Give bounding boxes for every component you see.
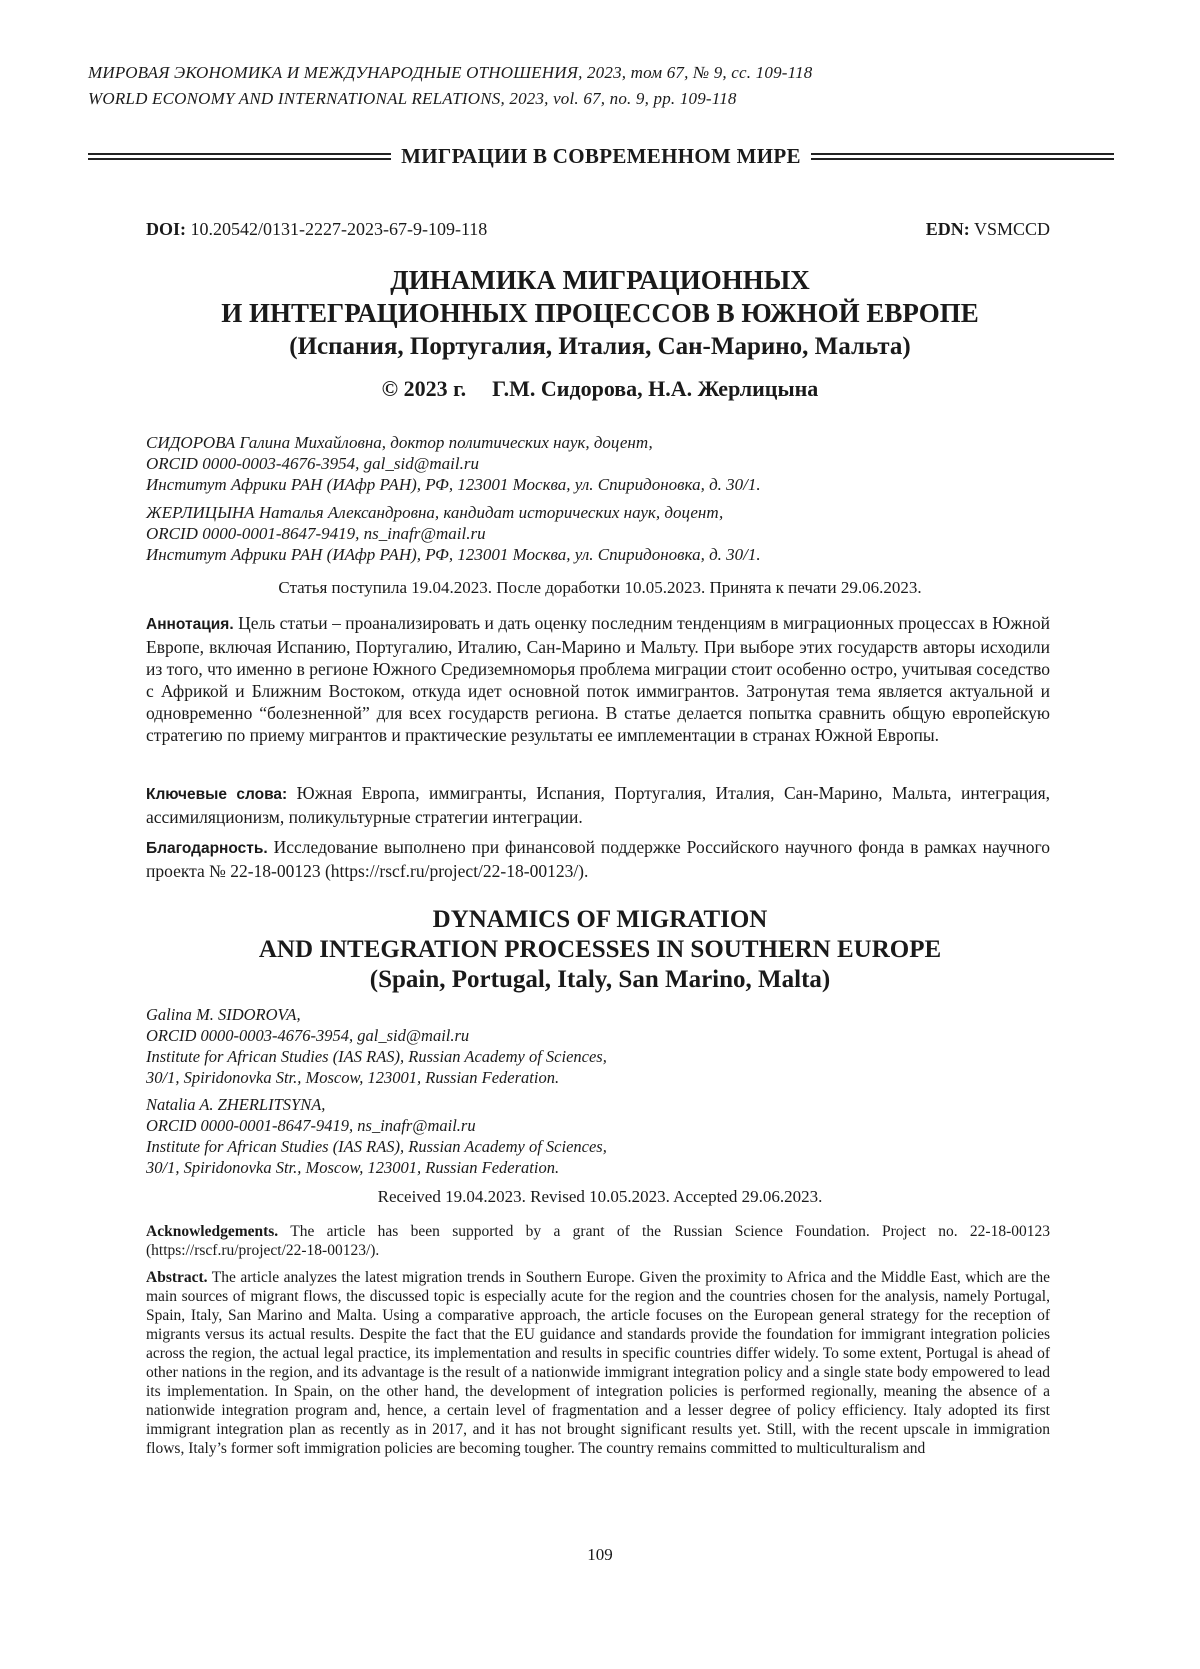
orcid-email[interactable]: ORCID 0000-0003-4676-3954, gal_sid@mail.ru — [146, 454, 479, 473]
section-title: МИГРАЦИИ В СОВРЕМЕННОМ МИРЕ — [401, 143, 801, 168]
acknowledgements-en: Acknowledgements. The article has been supported by a grant of the Russian Science Foundation. Project no. 22-18-00123 (https://rscf.ru/project/22-18-00123/). — [146, 1223, 1050, 1259]
keywords-ru: Ключевые слова: Южная Европа, иммигранты, Испания, Португалия, Италия, Сан-Марино, Мальта, интеграция, ассимиляционизм, поликультурные стратегии интеграции. — [146, 783, 1050, 827]
doi: DOI: 10.20542/0131-2227-2023-67-9-109-118 — [146, 219, 488, 239]
affiliation-ru-1: СИДОРОВА Галина Михайловна, доктор политических наук, доцент, ORCID 0000-0003-4676-3954, gal_sid@mail.ru Институт Африки РАН (ИАфр РАН), РФ, 123001 Москва, ул. Спиридоновка, д. 30/1. — [146, 432, 1066, 495]
copyright-year: © 2023 г. — [381, 376, 467, 401]
grant-link: Исследование выполнено при финансовой поддержке Российского научного фонда в рамках научного проекта № 22-18-00123 (https://rscf.ru/project/22-18-00123/). — [146, 837, 1050, 881]
edn: EDN: VSMCCD — [925, 219, 1050, 239]
journal-citation-en: WORLD ECONOMY AND INTERNATIONAL RELATIONS, 2023, vol. 67, no. 9, pp. 109-118 — [88, 89, 737, 108]
section-rule-right — [811, 153, 1114, 160]
journal-header — [88, 60, 1118, 112]
section-heading — [88, 139, 1114, 173]
affiliation-en-2: Natalia A. ZHERLITSYNA, ORCID 0000-0001-8647-9419, ns_inafr@mail.ru Institute for African Studies (IAS RAS), Russian Academy of Sciences, 30/1, Spiridonovka Str., Moscow, 123001, Russian Federation. — [146, 1094, 1066, 1178]
orcid-email[interactable]: ORCID 0000-0001-8647-9419, ns_inafr@mail.ru — [146, 1116, 476, 1135]
acknowledgement-ru: Благодарность. Исследование выполнено при финансовой поддержке Российского научного фонда в рамках научного проекта № 22-18-00123 (https://rscf.ru/project/22-18-00123/). — [146, 837, 1050, 881]
article-title-ru: ДИНАМИКА МИГРАЦИОННЫХ И ИНТЕГРАЦИОННЫХ ПРОЦЕССОВ В ЮЖНОЙ ЕВРОПЕ (Испания, Португалия, Италия, Сан-Марино, Мальта) — [221, 265, 979, 360]
affiliation-ru-2: ЖЕРЛИЦЫНА Наталья Александровна, кандидат исторических наук, доцент, ORCID 0000-0001-8647-9419, ns_inafr@mail.ru Институт Африки РАН (ИАфр РАН), РФ, 123001 Москва, ул. Спиридоновка, д. 30/1. — [146, 502, 1066, 565]
identifiers — [146, 219, 1050, 240]
affiliation-en-1: Galina M. SIDOROVA, ORCID 0000-0003-4676-3954, gal_sid@mail.ru Institute for African Studies (IAS RAS), Russian Academy of Sciences, 30/1, Spiridonovka Str., Moscow, 123001, Russian Federation. — [146, 1004, 1066, 1088]
edn-value: VSMCCD — [973, 219, 1050, 239]
dates-en: Received 19.04.2023. Revised 10.05.2023. Accepted 29.06.2023. — [377, 1187, 823, 1206]
author-names: Г.М. Сидорова, Н.А. Жерлицына — [492, 376, 819, 401]
abstract-ru: Аннотация. Цель статьи – проанализировать и дать оценку последним тенденциям в миграционных процессах в Южной Европе, включая Испанию, Португалию, Италию, Сан-Марино и Мальту. При выборе этих государств авторы исходили из того, что именно в регионе Южного Средиземноморья проблема миграции стоит особенно остро, учитывая соседство с Африкой и Ближним Востоком, откуда идет основной поток иммигрантов. Затронутая тема является актуальной и одновременно “болезненной” для всех государств региона. В статье делается попытка сравнить общую европейскую стратегию по приему мигрантов и практические результаты ее имплементации в странах Южной Европы. — [146, 613, 1050, 745]
orcid-email[interactable]: ORCID 0000-0003-4676-3954, gal_sid@mail.ru — [146, 1026, 470, 1045]
doi-link[interactable]: 10.20542/0131-2227-2023-67-9-109-118 — [190, 219, 488, 239]
page-number: 109 — [587, 1545, 613, 1564]
journal-citation-ru: МИРОВАЯ ЭКОНОМИКА И МЕЖДУНАРОДНЫЕ ОТНОШЕНИЯ, 2023, том 67, № 9, сс. 109-118 — [88, 63, 813, 82]
orcid-email[interactable]: ORCID 0000-0001-8647-9419, ns_inafr@mail.ru — [146, 524, 486, 543]
section-rule-left — [88, 153, 391, 160]
dates-ru: Статья поступила 19.04.2023. После доработки 10.05.2023. Принята к печати 29.06.2023. — [278, 578, 922, 597]
authors-ru — [100, 376, 1100, 402]
abstract-en: Abstract. The article analyzes the latest migration trends in Southern Europe. Given the proximity to Africa and the Middle East, which are the main sources of migrant flows, the discussed topic is especially acute for the region and the countries chosen for the analysis, namely Portugal, Spain, Italy, San Marino and Malta. Using a comparative approach, the article focuses on the European general strategy for the reception of migrants versus its actual results. Despite the fact that the EU guidance and standards provide the foundation for immigrant integration policies across the region, the actual legal practice, its implementation and results in specific countries differ widely. To some extent, Portugal is ahead of other nations in the region, and its advantage is the result of a nationwide immigrant integration policy and a single state body empowered to lead its implementation. In Spain, on the other hand, the development of integration policies is performed regionally, meaning the absence of a nationwide integration program and, hence, a certain level of fragmentation and a lesser degree of policy efficiency. Italy adopted its first immigrant integration plan as recently as in 2017, and it has not brought significant results yet. Still, with the recent upscale in immigration flows, Italy’s former soft immigration policies are becoming tougher. The country remains committed to multiculturalism and — [146, 1269, 1050, 1457]
article-title-en: DYNAMICS OF MIGRATION AND INTEGRATION PROCESSES IN SOUTHERN EUROPE (Spain, Portugal, Italy, San Marino, Malta) — [258, 906, 942, 993]
